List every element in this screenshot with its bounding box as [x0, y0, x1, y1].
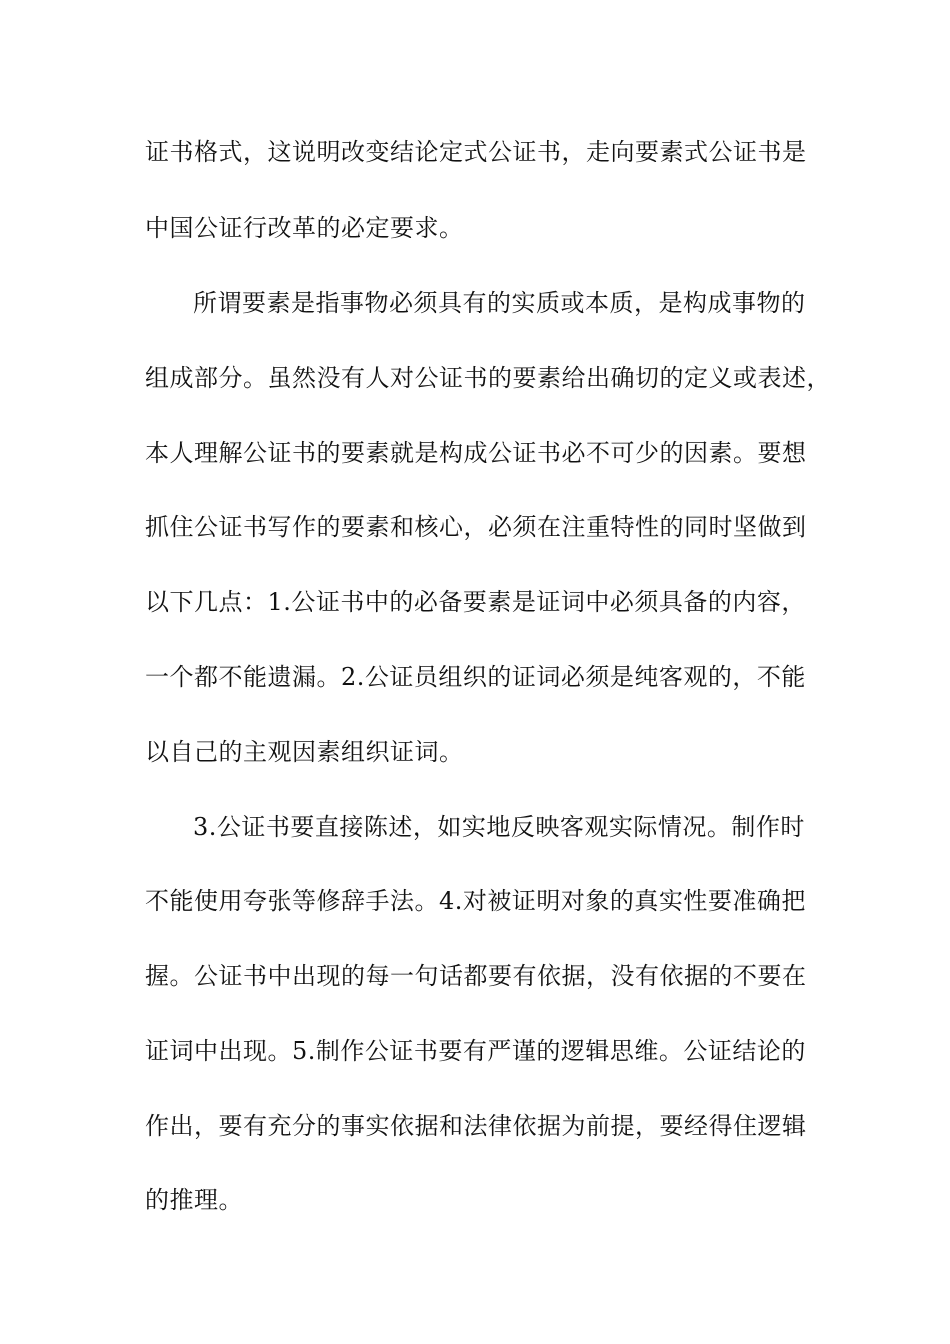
text-line: 抓住公证书写作的要素和核心，必须在注重特性的同时坚做到 — [145, 513, 807, 541]
text-line: 一个都不能遗漏。2.公证员组织的证词必须是纯客观的，不能 — [145, 663, 806, 691]
text-line: 握。公证书中出现的每一句话都要有依据，没有依据的不要在 — [145, 962, 807, 990]
text-line: 以自己的主观因素组织证词。 — [145, 738, 464, 766]
text-line: 以下几点：1.公证书中的必备要素是证词中必须具备的内容， — [145, 588, 806, 616]
text-line: 不能使用夸张等修辞手法。4.对被证明对象的真实性要准确把 — [145, 887, 806, 915]
text-line: 本人理解公证书的要素就是构成公证书必不可少的因素。要想 — [145, 439, 807, 467]
paragraph-first-line: 3.公证书要直接陈述，如实地反映客观实际情况。制作时 — [193, 813, 805, 841]
text-line: 中国公证行改革的必定要求。 — [145, 214, 464, 242]
paragraph-first-line: 所谓要素是指事物必须具有的实质或本质，是构成事物的 — [193, 289, 806, 317]
text-line: 组成部分。虽然没有人对公证书的要素给出确切的定义或表述， — [145, 364, 831, 392]
text-line: 作出，要有充分的事实依据和法律依据为前提，要经得住逻辑 — [145, 1112, 807, 1140]
text-line: 证词中出现。5.制作公证书要有严谨的逻辑思维。公证结论的 — [145, 1037, 806, 1065]
text-line: 证书格式，这说明改变结论定式公证书，走向要素式公证书是 — [145, 138, 807, 166]
text-line: 的推理。 — [145, 1186, 243, 1214]
